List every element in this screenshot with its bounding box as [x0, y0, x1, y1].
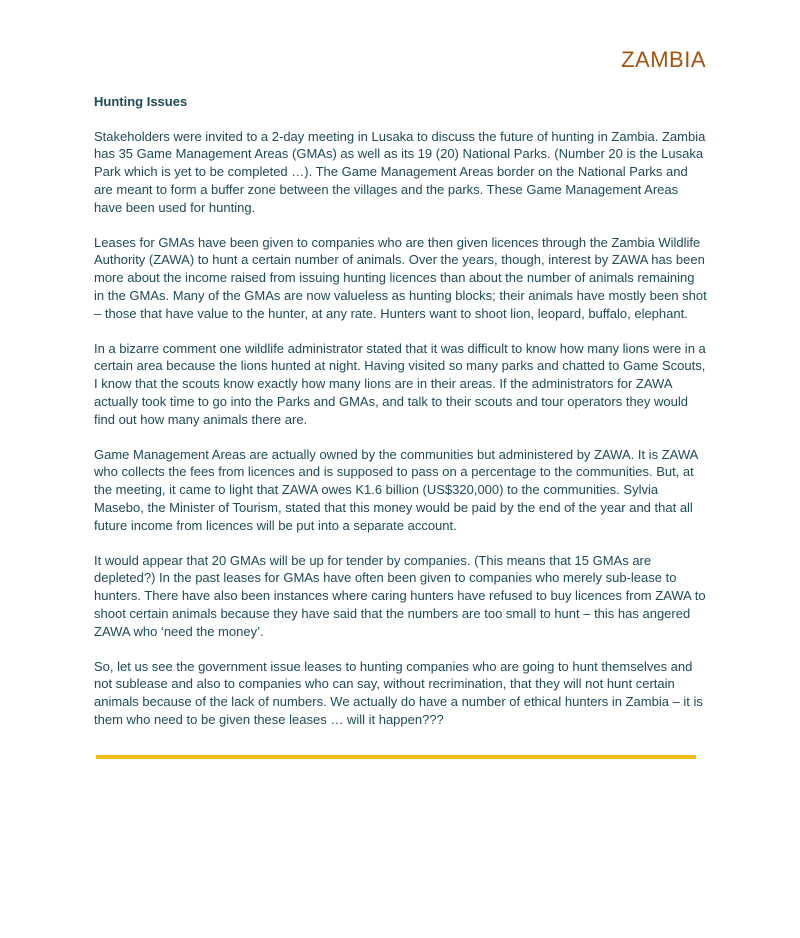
paragraph-conclusion: So, let us see the government issue leases to hunting companies who are going to hunt themselves and not sublease and also to companies who can say, without recrimination, that they will not hunt certain animals because of the lack of numbers. We actually do have a number of ethical hunters in Zambia – it is them who need to be given these leases … will it happen??? [94, 658, 703, 727]
paragraph-intro: Stakeholders were invited to a 2-day meeting in Lusaka to discuss the future of hunting in Zambia. Zambia has 35 Game Management Areas (GMAs) as well as its 19 (20) National Parks. (Number 20 is the Lusaka Park which is yet to be completed …). The Game Management Areas border on the National Parks and are meant to form a buffer zone between the villages and the parks. These Game Management Areas have been used for hunting. [94, 128, 706, 215]
paragraph-fees: Game Management Areas are actually owned by the communities but administered by ZAWA. It is ZAWA who collects the fees from licences and is supposed to pass on a percentage to the communities. But, at the meeting, it came to light that ZAWA owes K1.6 billion (US$320,000) to the communities. Sylvia Masebo, the Minister of Tourism, stated that this money would be paid by the end of the year and that all future income from licences will be put into a separate account. [94, 446, 698, 533]
article-heading: Hunting Issues [94, 94, 188, 109]
article-body [94, 93, 708, 746]
paragraph-leases: Leases for GMAs have been given to companies who are then given licences through the Zambia Wildlife Authority (ZAWA) to hunt a certain number of animals. Over the years, though, interest by ZAWA has been more about the income raised from issuing hunting licences than about the number of animals remaining in the GMAs. Many of the GMAs are now valueless as hunting blocks; their animals have mostly been shot – those that have value to the hunter, at any rate. Hunters want to shoot lion, leopard, buffalo, elephant. [94, 234, 707, 321]
paragraph-tender: It would appear that 20 GMAs will be up for tender by companies. (This means that 15 GMAs are depleted?) In the past leases for GMAs have often been given to companies who merely sub-lease to hunters. There have also been instances where caring hunters have refused to buy licences from ZAWA to shoot certain animals because they have said that the numbers are too small to hunt – this has angered ZAWA who ‘need the money’. [94, 552, 706, 639]
country-title: ZAMBIA [621, 47, 706, 72]
section-divider [96, 755, 696, 759]
paragraph-lions: In a bizarre comment one wildlife administrator stated that it was difficult to know how many lions were in a certain area because the lions hunted at night. Having visited so many parks and chatted to Game Scouts, I know that the scouts know exactly how many lions are in their areas. If the administrators for ZAWA actually took time to go into the Parks and GMAs, and talk to their scouts and tour operators they would find out how many animals there are. [94, 340, 706, 427]
